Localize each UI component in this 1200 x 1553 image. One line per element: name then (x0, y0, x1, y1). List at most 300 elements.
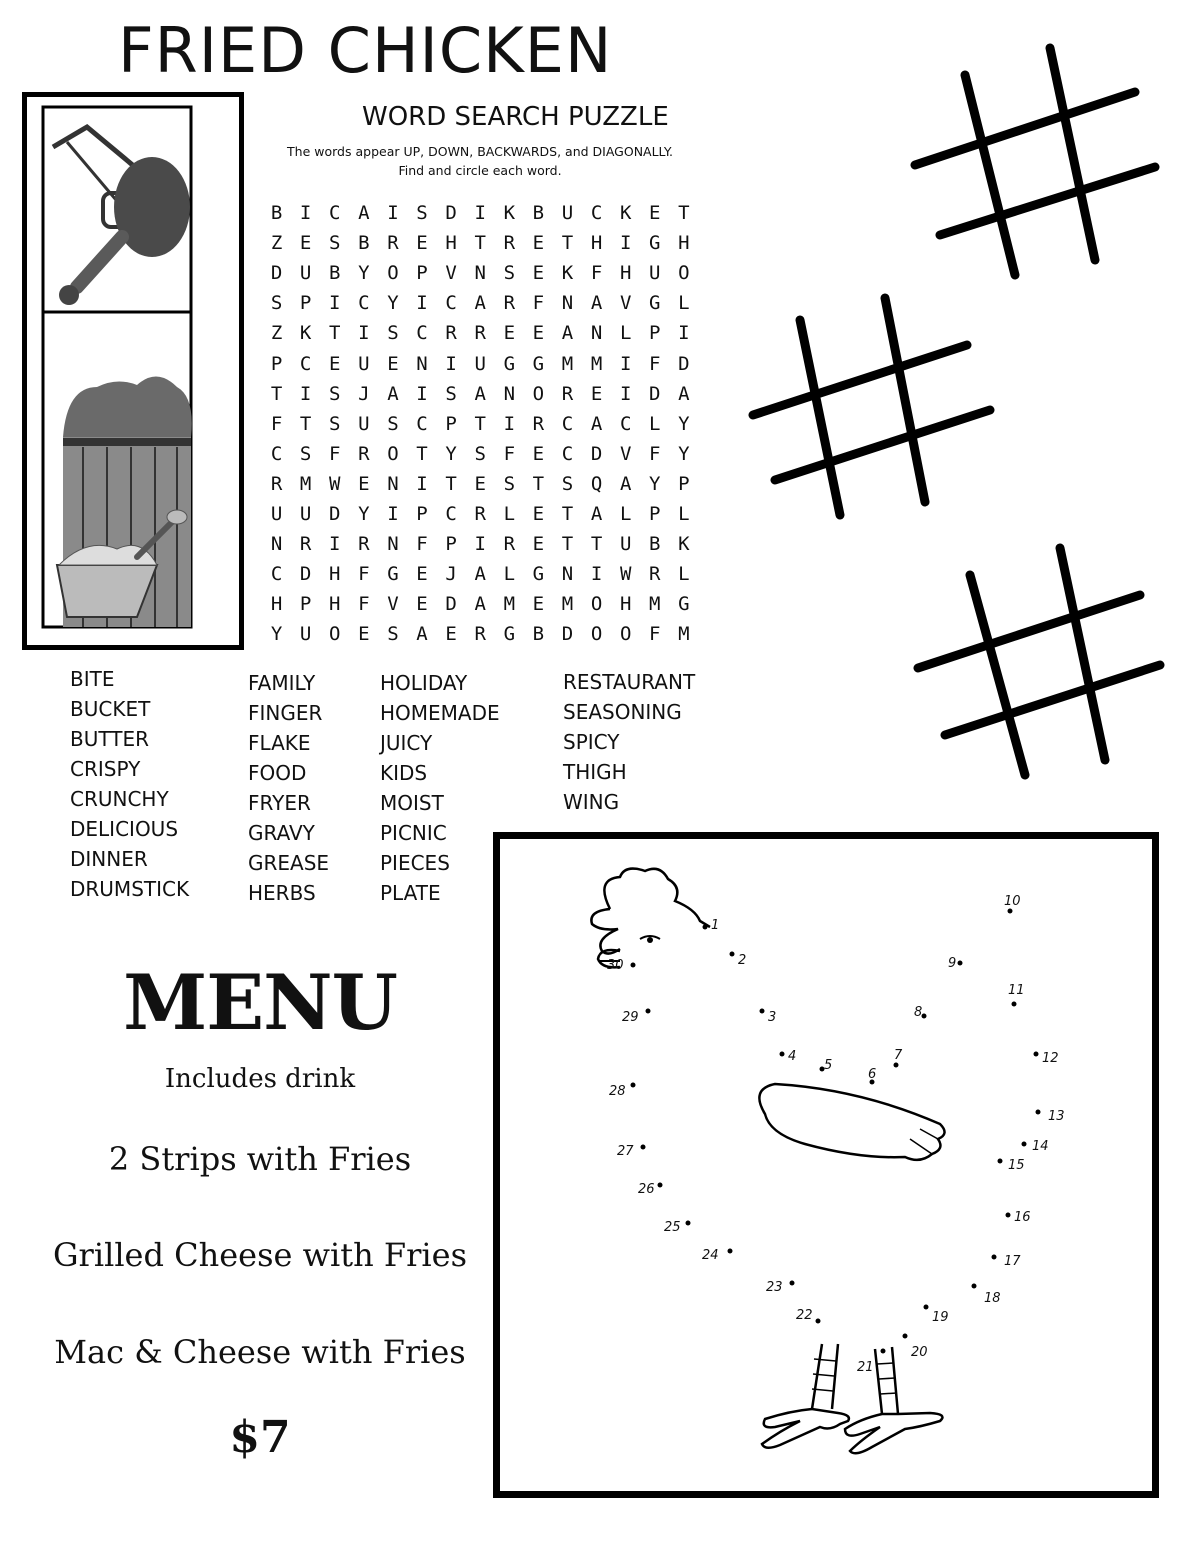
grid-letter[interactable]: E (299, 232, 312, 255)
dot-25[interactable] (686, 1221, 691, 1226)
grid-letter[interactable]: U (561, 202, 574, 225)
grid-letter[interactable]: L (503, 502, 516, 525)
dot-label-9: 9 (948, 956, 957, 971)
dot-17[interactable] (992, 1255, 997, 1260)
grid-letter[interactable]: W (619, 563, 632, 586)
grid-letter[interactable]: Y (649, 472, 661, 495)
dot-18[interactable] (972, 1284, 977, 1289)
grid-letter[interactable]: E (358, 472, 370, 495)
dot-14[interactable] (1022, 1142, 1027, 1147)
grid-letter[interactable]: Y (270, 623, 283, 646)
grid-letter[interactable]: L (649, 412, 661, 435)
grid-letter[interactable]: N (561, 292, 574, 315)
grid-letter[interactable]: S (387, 322, 399, 345)
grid-letter[interactable]: H (270, 593, 283, 616)
grid-row (262, 288, 698, 318)
grid-letter[interactable]: I (503, 412, 516, 435)
grid-letter[interactable]: N (270, 533, 283, 556)
grid-letter[interactable]: G (532, 563, 545, 586)
grid-letter[interactable]: A (387, 382, 399, 405)
grid-letter[interactable]: U (474, 352, 486, 375)
grid-letter[interactable]: E (416, 593, 428, 616)
grid-letter[interactable]: C (329, 202, 341, 225)
grid-letter[interactable]: A (590, 412, 603, 435)
grid-letter[interactable]: C (358, 292, 370, 315)
dot-22[interactable] (816, 1319, 821, 1324)
grid-letter[interactable]: O (387, 442, 399, 465)
grid-letter[interactable]: I (329, 292, 341, 315)
grid-letter[interactable]: A (590, 502, 603, 525)
grid-letter[interactable]: L (619, 322, 632, 345)
grid-letter[interactable]: N (590, 322, 603, 345)
grid-letter[interactable]: E (329, 352, 341, 375)
grid-letter[interactable]: L (678, 563, 690, 586)
grid-letter[interactable]: Z (270, 232, 283, 255)
dot-label-29: 29 (622, 1010, 639, 1025)
grid-letter[interactable]: B (270, 202, 283, 225)
grid-letter[interactable]: R (445, 322, 457, 345)
word-list-item: BUTTER (70, 727, 149, 751)
grid-letter[interactable]: R (474, 502, 486, 525)
grid-letter[interactable]: F (358, 593, 370, 616)
grid-letter[interactable]: H (619, 593, 632, 616)
grid-letter[interactable]: O (532, 382, 545, 405)
grid-letter[interactable]: O (387, 262, 399, 285)
grid-letter[interactable]: Y (678, 442, 690, 465)
grid-letter[interactable]: K (619, 202, 632, 225)
grid-letter[interactable]: R (299, 533, 312, 556)
grid-letter[interactable]: E (358, 623, 370, 646)
dot-label-16: 16 (1014, 1210, 1031, 1225)
grid-letter[interactable]: R (649, 563, 661, 586)
dot-label-11: 11 (1008, 983, 1025, 998)
word-list-column-3 (380, 668, 500, 908)
grid-letter[interactable]: P (649, 502, 661, 525)
word-list-item: PLATE (380, 881, 441, 905)
grid-letter[interactable]: F (532, 292, 545, 315)
grid-letter[interactable]: P (299, 593, 312, 616)
grid-letter[interactable]: V (445, 262, 457, 285)
grid-letter[interactable]: C (299, 352, 312, 375)
grid-letter[interactable]: A (474, 382, 486, 405)
grid-letter[interactable]: E (474, 472, 486, 495)
grid-letter[interactable]: R (503, 232, 516, 255)
grid-letter[interactable]: F (503, 442, 516, 465)
grid-letter[interactable]: E (532, 262, 545, 285)
grid-letter[interactable]: F (649, 442, 661, 465)
dot-11[interactable] (1012, 1002, 1017, 1007)
dot-4[interactable] (780, 1052, 785, 1057)
word-list-item: DELICIOUS (70, 817, 179, 841)
word-list-item: MOIST (380, 791, 444, 815)
grid-letter[interactable]: L (678, 292, 690, 315)
grid-letter[interactable]: T (678, 202, 690, 225)
dot-24[interactable] (728, 1249, 733, 1254)
dot-10[interactable] (1008, 909, 1013, 914)
grid-letter[interactable]: K (561, 262, 574, 285)
grid-letter[interactable]: G (503, 352, 516, 375)
dot-label-2: 2 (738, 953, 747, 968)
grid-letter[interactable]: O (619, 623, 632, 646)
grid-letter[interactable]: R (358, 442, 370, 465)
grid-letter[interactable]: D (445, 202, 457, 225)
grid-letter[interactable]: S (503, 472, 516, 495)
grid-letter[interactable]: H (619, 262, 632, 285)
grid-letter[interactable]: G (387, 563, 399, 586)
grid-letter[interactable]: F (416, 533, 428, 556)
grid-letter[interactable]: T (561, 533, 574, 556)
grid-letter[interactable]: M (561, 593, 574, 616)
grid-letter[interactable]: I (387, 202, 399, 225)
grid-letter[interactable]: S (270, 292, 283, 315)
grid-letter[interactable]: G (532, 352, 545, 375)
dot-16[interactable] (1006, 1213, 1011, 1218)
grid-letter[interactable]: O (329, 623, 341, 646)
grid-letter[interactable]: L (678, 502, 690, 525)
grid-letter[interactable]: U (270, 502, 283, 525)
grid-letter[interactable]: C (416, 412, 428, 435)
grid-letter[interactable]: M (561, 352, 574, 375)
grid-letter[interactable]: F (590, 262, 603, 285)
grid-letter[interactable]: P (678, 472, 690, 495)
word-list-column-1 (70, 664, 189, 904)
grid-letter[interactable]: I (619, 352, 632, 375)
grid-letter[interactable]: G (649, 292, 661, 315)
grid-letter[interactable]: R (474, 623, 486, 646)
grid-row (262, 589, 698, 619)
grid-letter[interactable]: U (299, 262, 312, 285)
tic-tac-toe-board-3[interactable] (910, 540, 1180, 780)
grid-letter[interactable]: T (416, 442, 428, 465)
grid-letter[interactable]: R (503, 292, 516, 315)
grid-letter[interactable]: E (532, 322, 545, 345)
word-list-item: KIDS (380, 761, 428, 785)
grid-letter[interactable]: A (619, 472, 632, 495)
grid-letter[interactable]: I (358, 322, 370, 345)
grid-letter[interactable]: T (590, 533, 603, 556)
grid-letter[interactable]: L (503, 563, 516, 586)
dot-30[interactable] (631, 963, 636, 968)
grid-letter[interactable]: O (678, 262, 690, 285)
grid-letter[interactable]: S (329, 232, 341, 255)
grid-letter[interactable]: P (270, 352, 283, 375)
grid-letter[interactable]: I (619, 382, 632, 405)
grid-letter[interactable]: T (474, 412, 486, 435)
grid-letter[interactable]: M (590, 352, 603, 375)
grid-letter[interactable]: S (329, 412, 341, 435)
word-list-item: FINGER (248, 701, 323, 725)
grid-row (262, 198, 698, 228)
grid-letter[interactable]: Q (590, 472, 603, 495)
grid-letter[interactable]: P (445, 412, 457, 435)
grid-letter[interactable]: P (416, 502, 428, 525)
grid-letter[interactable]: N (503, 382, 516, 405)
grid-letter[interactable]: D (329, 502, 341, 525)
dot-label-20: 20 (911, 1345, 928, 1360)
grid-letter[interactable]: C (270, 442, 283, 465)
grid-letter[interactable]: K (678, 533, 690, 556)
grid-letter[interactable]: Y (445, 442, 457, 465)
grid-letter[interactable]: R (358, 533, 370, 556)
grid-letter[interactable]: K (503, 202, 516, 225)
grid-letter[interactable]: B (358, 232, 370, 255)
dot-label-21: 21 (857, 1360, 874, 1375)
grid-letter[interactable]: H (445, 232, 457, 255)
grid-letter[interactable]: E (387, 352, 399, 375)
dot-13[interactable] (1036, 1110, 1041, 1115)
grid-letter[interactable]: T (561, 232, 574, 255)
grid-letter[interactable]: I (619, 232, 632, 255)
grid-letter[interactable]: D (561, 623, 574, 646)
dot-to-dot-drawing (500, 839, 1152, 1491)
grid-letter[interactable]: D (299, 563, 312, 586)
grid-letter[interactable]: S (474, 442, 486, 465)
word-list-item: THIGH (563, 760, 627, 784)
dot-15[interactable] (998, 1159, 1003, 1164)
grid-letter[interactable]: V (619, 292, 632, 315)
grid-letter[interactable]: R (387, 232, 399, 255)
grid-letter[interactable]: E (503, 322, 516, 345)
grid-letter[interactable]: A (416, 623, 428, 646)
grid-letter[interactable]: A (474, 593, 486, 616)
grid-letter[interactable]: E (532, 502, 545, 525)
grid-letter[interactable]: S (329, 382, 341, 405)
grid-letter[interactable]: A (474, 563, 486, 586)
grid-letter[interactable]: H (678, 232, 690, 255)
grid-letter[interactable]: I (387, 502, 399, 525)
grid-letter[interactable]: A (590, 292, 603, 315)
grid-letter[interactable]: G (649, 232, 661, 255)
grid-letter[interactable]: O (590, 593, 603, 616)
grid-letter[interactable]: P (649, 322, 661, 345)
grid-letter[interactable]: H (329, 593, 341, 616)
grid-row (262, 318, 698, 348)
grid-letter[interactable]: S (561, 472, 574, 495)
grid-letter[interactable]: K (299, 322, 312, 345)
dot-1[interactable] (703, 925, 708, 930)
grid-letter[interactable]: T (329, 322, 341, 345)
grid-letter[interactable]: A (561, 322, 574, 345)
grid-letter[interactable]: D (270, 262, 283, 285)
grid-letter[interactable]: U (358, 412, 370, 435)
word-list-item: WING (563, 790, 620, 814)
grid-letter[interactable]: T (299, 412, 312, 435)
grid-letter[interactable]: T (561, 502, 574, 525)
grid-letter[interactable]: S (445, 382, 457, 405)
grid-letter[interactable]: I (416, 292, 428, 315)
dot-label-4: 4 (788, 1049, 797, 1064)
grid-letter[interactable]: U (649, 262, 661, 285)
dot-3[interactable] (760, 1009, 765, 1014)
grid-letter[interactable]: B (532, 623, 545, 646)
grid-letter[interactable]: C (445, 502, 457, 525)
grid-letter[interactable]: E (649, 202, 661, 225)
grid-letter[interactable]: C (590, 202, 603, 225)
grid-letter[interactable]: H (590, 232, 603, 255)
grid-letter[interactable]: I (678, 322, 690, 345)
grid-letter[interactable]: C (445, 292, 457, 315)
dot-label-30: 30 (607, 958, 624, 973)
grid-letter[interactable]: T (474, 232, 486, 255)
word-list-item: SPICY (563, 730, 620, 754)
grid-letter[interactable]: L (619, 502, 632, 525)
instructions-line-1: The words appear UP, DOWN, BACKWARDS, and DIAGONALLY. (287, 144, 673, 159)
grid-letter[interactable]: B (329, 262, 341, 285)
grid-letter[interactable]: U (299, 502, 312, 525)
grid-letter[interactable]: E (532, 232, 545, 255)
grid-letter[interactable]: C (561, 442, 574, 465)
grid-letter[interactable]: G (678, 593, 690, 616)
grid-letter[interactable]: E (445, 623, 457, 646)
grid-letter[interactable]: F (270, 412, 283, 435)
grid-letter[interactable]: W (329, 472, 341, 495)
dot-label-8: 8 (914, 1005, 923, 1020)
grid-letter[interactable]: I (416, 382, 428, 405)
grid-row (262, 529, 698, 559)
grid-letter[interactable]: U (299, 623, 312, 646)
grid-letter[interactable]: N (474, 262, 486, 285)
grid-letter[interactable]: S (387, 623, 399, 646)
grid-letter[interactable]: E (532, 533, 545, 556)
grid-letter[interactable]: N (561, 563, 574, 586)
grid-letter[interactable]: F (649, 352, 661, 375)
dot-label-17: 17 (1004, 1254, 1021, 1269)
grid-letter[interactable]: S (299, 442, 312, 465)
grid-letter[interactable]: Y (358, 262, 370, 285)
grid-letter[interactable]: J (445, 563, 457, 586)
grid-letter[interactable]: Y (358, 502, 370, 525)
dot-label-27: 27 (617, 1144, 634, 1159)
grid-letter[interactable]: V (387, 593, 399, 616)
grid-letter[interactable]: Z (270, 322, 283, 345)
grid-letter[interactable]: C (270, 563, 283, 586)
grid-letter[interactable]: U (358, 352, 370, 375)
dot-19[interactable] (924, 1305, 929, 1310)
instructions-line-2: Find and circle each word. (398, 163, 562, 178)
dot-12[interactable] (1034, 1052, 1039, 1057)
grid-letter[interactable]: F (649, 623, 661, 646)
grid-letter[interactable]: J (358, 382, 370, 405)
dot-label-6: 6 (868, 1067, 877, 1082)
dot-20[interactable] (903, 1334, 908, 1339)
grid-letter[interactable]: M (678, 623, 690, 646)
word-list-item: CRUNCHY (70, 787, 169, 811)
word-list-column-4 (563, 667, 695, 817)
dot-26[interactable] (658, 1183, 663, 1188)
grid-letter[interactable]: C (416, 322, 428, 345)
word-list-item: HOMEMADE (380, 701, 500, 725)
grid-letter[interactable]: R (270, 472, 283, 495)
grid-letter[interactable]: I (445, 352, 457, 375)
dot-label-13: 13 (1048, 1109, 1065, 1124)
chicken-bucket-drawing (27, 97, 239, 645)
word-list-item: JUICY (380, 731, 433, 755)
grid-letter[interactable]: E (532, 593, 545, 616)
dot-9[interactable] (958, 961, 963, 966)
dot-28[interactable] (631, 1083, 636, 1088)
grid-letter[interactable]: I (329, 533, 341, 556)
grid-row (262, 559, 698, 589)
word-list-item: DINNER (70, 847, 148, 871)
grid-letter[interactable]: S (503, 262, 516, 285)
grid-letter[interactable]: H (329, 563, 341, 586)
dot-21[interactable] (881, 1349, 886, 1354)
grid-letter[interactable]: I (474, 533, 486, 556)
grid-letter[interactable]: A (474, 292, 486, 315)
grid-letter[interactable]: A (358, 202, 370, 225)
dot-23[interactable] (790, 1281, 795, 1286)
grid-letter[interactable]: I (474, 202, 486, 225)
grid-letter[interactable]: E (416, 232, 428, 255)
grid-letter[interactable]: U (619, 533, 632, 556)
grid-letter[interactable]: R (561, 382, 574, 405)
grid-letter[interactable]: I (416, 472, 428, 495)
grid-letter[interactable]: E (532, 442, 545, 465)
grid-letter[interactable]: M (503, 593, 516, 616)
grid-letter[interactable]: D (445, 593, 457, 616)
grid-row (262, 348, 698, 378)
grid-letter[interactable]: F (358, 563, 370, 586)
grid-letter[interactable]: I (590, 563, 603, 586)
grid-letter[interactable]: V (619, 442, 632, 465)
dot-2[interactable] (730, 952, 735, 957)
grid-letter[interactable]: P (299, 292, 312, 315)
grid-letter[interactable]: P (416, 262, 428, 285)
grid-letter[interactable]: M (649, 593, 661, 616)
grid-letter[interactable]: T (445, 472, 457, 495)
dot-label-18: 18 (984, 1291, 1001, 1306)
grid-letter[interactable]: T (270, 382, 283, 405)
grid-letter[interactable]: E (416, 563, 428, 586)
grid-letter[interactable]: S (387, 412, 399, 435)
grid-letter[interactable]: B (532, 202, 545, 225)
grid-letter[interactable]: D (590, 442, 603, 465)
grid-letter[interactable]: R (532, 412, 545, 435)
grid-letter[interactable]: Y (387, 292, 399, 315)
tic-tac-toe-board-2[interactable] (745, 290, 1015, 530)
grid-letter[interactable]: R (503, 533, 516, 556)
grid-letter[interactable]: S (416, 202, 428, 225)
grid-letter[interactable]: Y (678, 412, 690, 435)
grid-letter[interactable]: N (387, 472, 399, 495)
grid-letter[interactable]: G (503, 623, 516, 646)
grid-letter[interactable]: I (299, 382, 312, 405)
grid-letter[interactable]: A (678, 382, 690, 405)
grid-letter[interactable]: N (387, 533, 399, 556)
grid-letter[interactable]: C (561, 412, 574, 435)
grid-letter[interactable]: M (299, 472, 312, 495)
grid-letter[interactable]: R (474, 322, 486, 345)
tic-tac-toe-board-1[interactable] (900, 40, 1170, 280)
grid-letter[interactable]: I (299, 202, 312, 225)
word-list-item: BITE (70, 667, 115, 691)
grid-letter[interactable]: T (532, 472, 545, 495)
grid-letter[interactable]: C (619, 412, 632, 435)
grid-letter[interactable]: P (445, 533, 457, 556)
grid-letter[interactable]: N (416, 352, 428, 375)
grid-row (262, 499, 698, 529)
grid-letter[interactable]: F (329, 442, 341, 465)
grid-letter[interactable]: B (649, 533, 661, 556)
dot-27[interactable] (641, 1145, 646, 1150)
dot-29[interactable] (646, 1009, 651, 1014)
grid-letter[interactable]: E (590, 382, 603, 405)
grid-letter[interactable]: D (649, 382, 661, 405)
grid-letter[interactable]: O (590, 623, 603, 646)
grid-letter[interactable]: D (678, 352, 690, 375)
dot-7[interactable] (894, 1063, 899, 1068)
word-list-item: GRAVY (248, 821, 315, 845)
